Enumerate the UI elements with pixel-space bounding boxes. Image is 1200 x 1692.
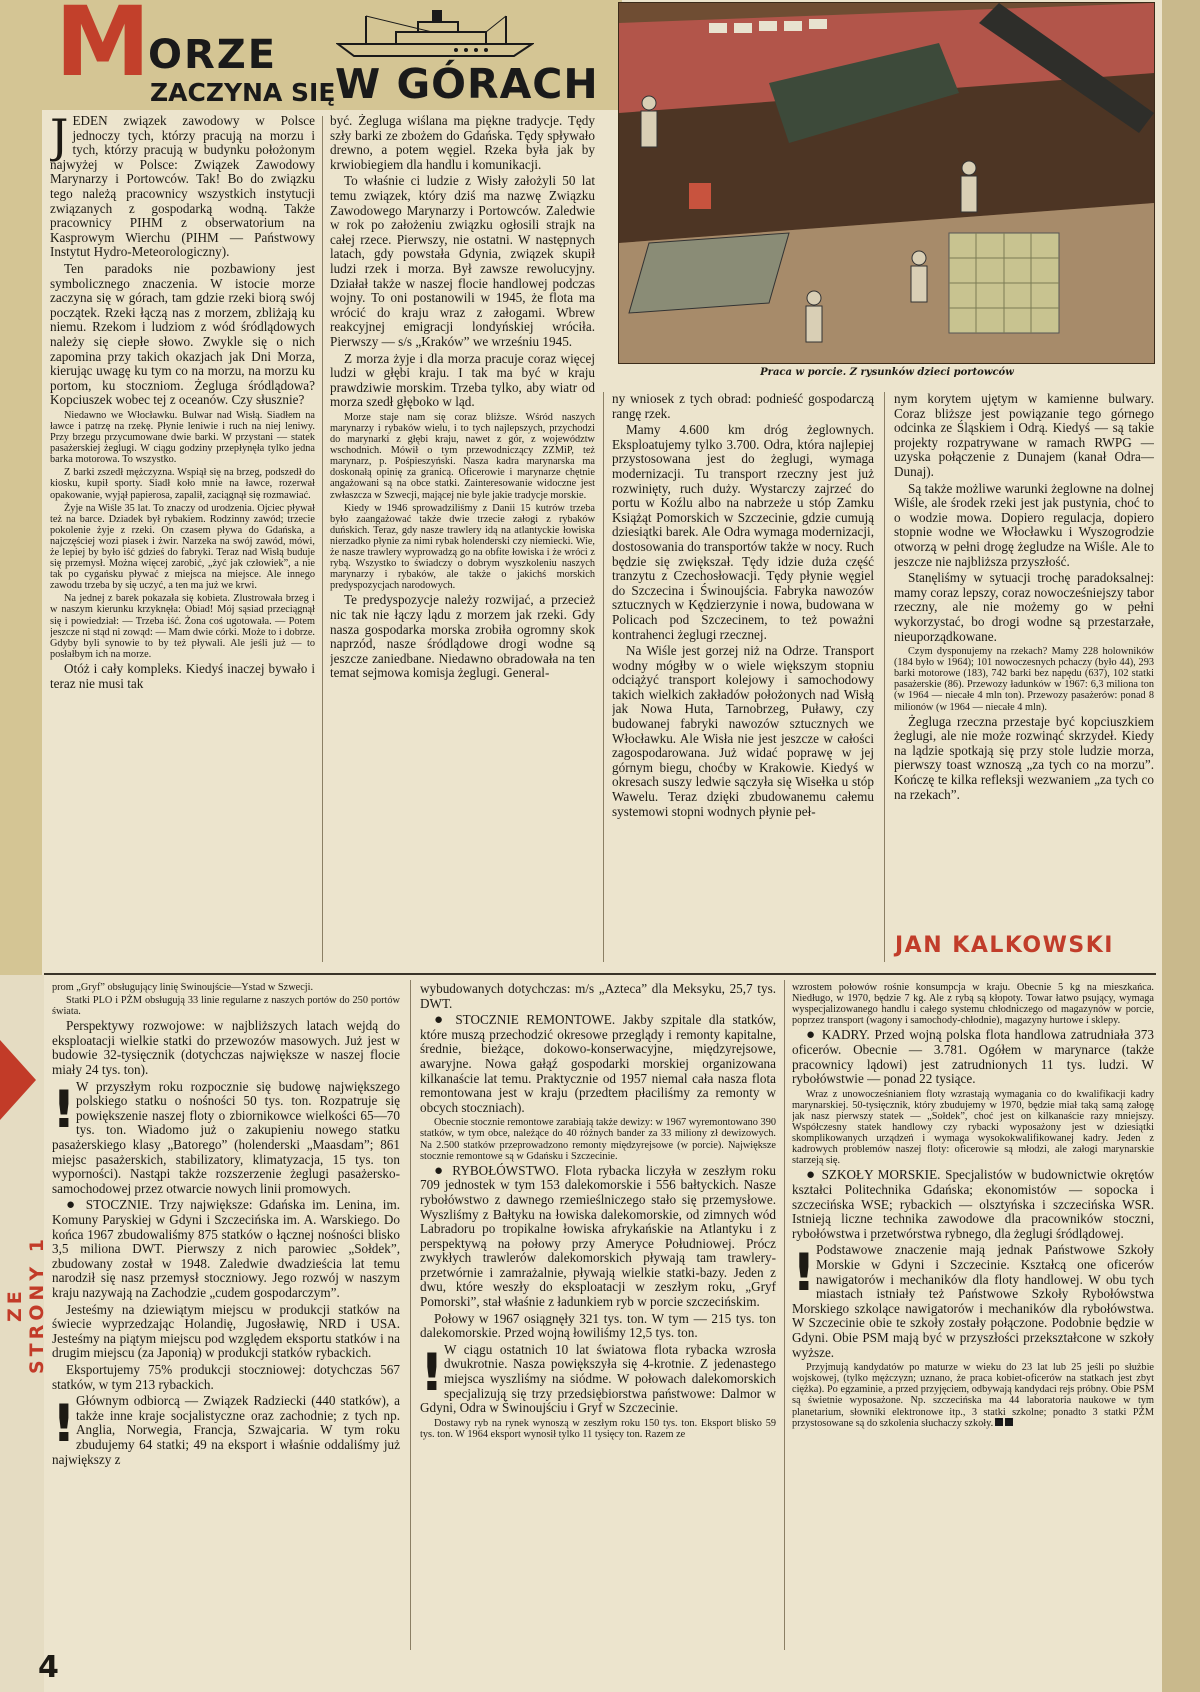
paragraph: ● KADRY. Przed wojną polska flota handlowa zatrudniała 373 oficerów. Obecnie — 3.781. Ogółem w marynarce (także pracownicy lądowi) jest zatrudnionych 11 tys. ludzi. W rybołówstwie — ponad 22 tysiące. — [792, 1027, 1154, 1087]
title-initial: M — [55, 0, 151, 98]
paragraph: Perspektywy rozwojowe: w najbliższych latach wejdą do eksploatacji wielkie statki do przewozów masowych. Już jest w budowie 32-tysięcznik (dotychczas największe w naszej flocie miały 24 tys. ton). — [52, 1018, 400, 1078]
exclamation-icon: ! — [792, 1243, 816, 1304]
paragraph: Są także możliwe warunki żeglowne na dolnej Wiśle, ale środek rzeki jest jak pustynia, choć to o wodzie mowa. Dopiero regulacja, dopiero stopnie wodne we Włocławku i Wyszogrodzie otworzą w pełni drogę żegludze na Wiśle. Ale to jeszcze nie najbliższa przyszłość. — [894, 480, 1154, 569]
exclamation-icon: ! — [52, 1079, 76, 1140]
column-divider — [410, 980, 411, 1650]
article-column-2 — [330, 114, 595, 962]
article-column-3 — [612, 392, 874, 962]
paragraph: Żyje na Wiśle 35 lat. To znaczy od urodzenia. Ojciec pływał też na barce. Dziadek był rybakiem. Rodzinny zawód; trzecie pokolenie żyje z rzeki. On czasem pływa do Gdańska, a najczęściej wozi piasek i żwir. Narzeka na swój zawód, mówi, że lepiej by było iść gdzieś do fabryki. Teraz nad Wisłą buduje się przemysł. Można więcej zarobić, „żyć jak człowiek”, a nie tak po cygańsku pływać z miejsca na miejsce. Ale innego zawodu trzeba by się uczyć, a ten ma już we krwi. — [50, 502, 315, 592]
lower-column-3 — [792, 982, 1154, 1650]
paragraph: ! W przyszłym roku rozpocznie się budowę największego polskiego statku o nośności 50 tys. ton. Rozpatruje się powiększenie naszej floty o zbiornikowce wielkości 65—70 tys. ton. Wiadomo już o zakupieniu nowego statku pasażerskiego klasy „Batorego” (holenderski „Maasdam”; 861 miejsc pasażerskich, stabilizatory, klimatyzacja, 15 tys. ton wyporności). Nastąpi także rozszerzenie żeglugi pasażersko-samochodowej przez otwarcie nowych linii promowych. — [52, 1078, 400, 1196]
title-subtitle-b: W GÓRACH — [335, 60, 599, 108]
paragraph: Morze staje nam się coraz bliższe. Wśród naszych marynarzy i rybaków wielu, i to tych najlepszych, przychodzi do marynarki z głębi kraju, nawet z gór, z województw wschodnich. Mówił o tym przewodniczący ZZMiP, też marynarz, p. Pośpieszyński. Nasza kadra marynarska ma doskonałą opinię za granicą. Oficerowie i marynarze chętnie angażowani są na obce statki. Zainteresowanie widoczne jest zwłaszcza w Szwecji, mającej nie byle jakie tradycje morskie. — [330, 411, 595, 501]
paragraph: Niedawno we Włocławku. Bulwar nad Wisłą. Siadłem na ławce i patrzę na rzekę. Płynie leniwie i ruch na niej leniwy. Przy brzegu przycumowane dwie barki. W przystani — statek pasażerskiej żeglugi. W ciągu godziny przepłynęła tylko jedna barka motorowa. To wszystko. — [50, 409, 315, 466]
paragraph: wybudowanych dotychczas: m/s „Azteca” dla Meksyku, 25,7 tys. DWT. — [420, 982, 776, 1011]
lower-column-2 — [420, 982, 776, 1650]
paragraph: Przyjmują kandydatów po maturze w wieku do 23 lat lub 25 jeśli po służbie wojskowej, (tylko mężczyzn; uznano, że praca kobiet-oficerów na statkach jest zbyt ciężka). Po egzaminie, a przed przyjęciem, odbywają kandydaci rejs próbny. Obie PSM są świetnie wyposażone. Np. szczecińska ma 44 laboratoria naukowe w tym planetarium, słowniki elektronowe itp., 3 statki szkolne; ponadto 3 statki PŻM przystosowane są do szkolenia słuchaczy szkoły. — [792, 1362, 1154, 1429]
paragraph: Stanęliśmy w sytuacji trochę paradoksalnej: mamy coraz lepszy, coraz nowocześniejszy tabor rzeczny, ale nie możemy go w pełni wykorzystać, bo drogi wodne są przestarzałe, nieuporządkowane. — [894, 570, 1154, 644]
article-column-4 — [894, 392, 1154, 932]
column-divider — [603, 392, 604, 962]
bullet-icon: ● — [806, 1167, 822, 1184]
paragraph: Kiedy w 1946 sprowadziliśmy z Danii 15 kutrów trzeba było zaangażować także dwie trzecie załogi z rybaków duńskich. Teraz, gdy nasze trawlery idą na atlantyckie łowiska nierzadko płynie za nimi rybak holenderski czy niemiecki. Wie, że nasze trawlery wyprowadzą go na obfite łowiska i że wróci z rybą. Wszystko to świadczy o dobrym wyszkoleniu naszych marynarzy i rybaków, ale także o jakichś morskich predyspozycjach narodowych. — [330, 502, 595, 592]
paragraph: Statki PLO i PŻM obsługują 33 linie regularne z naszych portów do 250 portów świata. — [52, 995, 400, 1018]
drop-cap: J — [50, 114, 69, 163]
paragraph: Dostawy ryb na rynek wynoszą w zeszłym roku 150 tys. ton. Eksport blisko 59 tys. ton. W 1964 eksport wynosił tylko 11 tysięcy ton. Razem ze — [420, 1417, 776, 1440]
paragraph: Mamy 4.600 km dróg żeglownych. Eksploatujemy tylko 3.700. Odra, która najlepiej przystosowana jest do żeglugi, wymaga modernizacji. Tu transport rzeczny jest już rozwinięty, ruch duży. Wystarczy zajrzeć do portu w Koźlu albo na nabrzeże u stóp Zamku Książąt Pomorskich w Szczecinie, gdzie cumują dziesiątki barek. Ale Odra wymaga modernizacji, dostosowania do transportów także w nocy. Ruch będzie się zwiększał. Tędy idzie duża część tranzytu z Czechosłowacji. Tędy płynie węgiel do Szczecina i Świnoujścia. Fabryka nawozów sztucznych w Kędzierzynie i nowa, budowana w Policach pod Szczecinem, to też poważni kontrahenci żeglugi rzecznej. — [612, 422, 874, 642]
paragraph: ny wniosek z tych obrad: podnieść gospodarczą rangę rzek. — [612, 392, 874, 421]
paragraph: ● STOCZNIE REMONTOWE. Jakby szpitale dla statków, które muszą przechodzić okresowe przeglądy i remonty kapitalne, średnie, bieżące, dokowo-konserwacyjne, międzyrejsowe, awaryjne. Nowa gałąź gospodarki morskiej organizowana kilkanaście lat temu. Praktycznie od 1957 niemal cała nasza flota remontowana jest w kraju (przedtem płaciliśmy za remonty w obcych stoczniach). — [420, 1012, 776, 1115]
paragraph: To właśnie ci ludzie z Wisły założyli 50 lat temu związek, który dziś ma nazwę Związku Zawodowego Marynarzy i Portowców. Zaledwie w rok po założeniu związku ogłosili strajk na całej rzece. Pierwszy, nie ostatni. W następnych latach, gdy powstała Gdynia, związek skupił ludzi rzek i morza. Był zawsze rewolucyjny. Działał także w naszej flocie handlowej podczas wojny. To oni postanowili w 1945, że flota ma wrócić do kraju wraz z załogami. Wbrew reakcyjnej emigracji londyńskiej wróciła. Pierwszy — s/s „Kraków” we wrześniu 1945. — [330, 173, 595, 349]
column-divider — [784, 980, 785, 1650]
exclamation-icon: ! — [52, 1394, 76, 1455]
end-mark-icon — [1005, 1418, 1013, 1426]
paragraph: Z morza żyje i dla morza pracuje coraz więcej ludzi w głębi kraju. I tak ma być w kraju prawdziwie morskim. Trzeba tylko, aby wiatr od morza szedł głęboko w ląd. — [330, 350, 595, 410]
illustration-caption: Praca w porcie. Z rysunków dzieci portowców — [760, 367, 1014, 378]
paragraph: ! W ciągu ostatnich 10 lat światowa flota rybacka wzrosła dwukrotnie. Nasza powiększyła się 4-krotnie. Z jedenastego miejsca wyszliśmy na siódme. W połowach dalekomorskich specjalizują się trzy przedsiębiorstwa państwowe: Dalmor w Gdyni, Odra w Świnoujściu i Gryf w Szczecinie. — [420, 1341, 776, 1416]
left-margin-band — [0, 0, 42, 975]
paragraph: Te predyspozycje należy rozwijać, a przecież nic tak nie łączy lądu z morzem jak rzeki. Gdy nasza gospodarka morska zrobiła ogromny skok naprzód, nasze śródlądowe drogi wodne są jeszcze zaniedbane. Niedawno obradowała na ten temat sejmowa komisja żeglugi. General- — [330, 592, 595, 681]
paragraph: Czym dysponujemy na rzekach? Mamy 228 holowników (184 było w 1964); 101 nowoczesnych pchaczy (było 44), 293 barki motorowe (183), 742 barki bez napędu (637), 102 statki pasażerskie (86). Przewozy ładunków w 1967: 6,3 miliona ton (w 1964 — niecałe 4 mln ton). Przewozy pasażerów: ponad 8 milionów (w 1964 — niecałe 4 mln). — [894, 646, 1154, 713]
page-number: 4 — [38, 1650, 59, 1685]
column-divider — [322, 116, 323, 962]
paragraph: Eksportujemy 75% produkcji stoczniowej: dotychczas 567 statków, w tym 213 rybackich. — [52, 1361, 400, 1392]
paragraph: JEDEN związek zawodowy w Polsce jednoczy tych, którzy pracują na morzu i tych, którzy pracują w budynku położonym najwyżej w Polsce: Związek Zawodowy Marynarzy i Portowców. Tak! Bo do związku tego należą pracownicy wszystkich instytucji związanych z gospodarką wodną. Także pracownicy PIHM z obserwatorium na Kasprowym Wierchu (PIHM — Państwowy Instytut Hydro-Meteorologiczny). — [50, 114, 315, 260]
paragraph: ● SZKOŁY MORSKIE. Specjalistów w budownictwie okrętów kształci Politechnika Gdańska; ekonomistów — sopocka i szczecińska WSE; rybackich — olsztyńska i szczecińska WSR. Istnieją liczne technika zawodowe dla pracowników stoczni, rybołówstwa i przetwórstwa rybnego, dla żeglugi śródlądowej. — [792, 1167, 1154, 1241]
article-column-1 — [50, 114, 315, 962]
paragraph: być. Żegluga wiślana ma piękne tradycje. Tędy szły barki ze zbożem do Gdańska. Tędy spływało drewno, a potem węgiel. Rzeka była jak by krwiobiegiem dla handlu i komunikacji. — [330, 114, 595, 172]
paragraph: Połowy w 1967 osiągnęły 321 tys. ton. W tym — 215 tys. ton dalekomorskie. Przed wojną łowiliśmy 12,5 tys. ton. — [420, 1310, 776, 1341]
paragraph: Żegluga rzeczna przestaje być kopciuszkiem żeglugi, ale nie może rozwinąć skrzydeł. Kiedy na lądzie spotkają się przy stole ludzie morza, pierwszy toast wznoszą „za tych co na morzu”. Kończę te kilka refleksji wezwaniem „za tych co na rzekach”. — [894, 713, 1154, 802]
ship-icon — [336, 4, 534, 62]
title-subtitle-a: ZACZYNA SIĘ — [150, 78, 336, 107]
title-word: ORZE — [148, 32, 278, 78]
paragraph: prom „Gryf” obsługujący linię Świnoujście—Ystad w Szwecji. — [52, 982, 314, 993]
paragraph: ● STOCZNIE. Trzy największe: Gdańska im. Lenina, im. Komuny Paryskiej w Gdyni i Szczecińska im. A. Warskiego. Do końca 1967 zbudowaliśmy 875 statków o łącznej nośności blisko 3,5 miliona DWT. Pierwszy z nich parowiec „Sołdek”, zbudowany został w 1948. Zaledwie dwadzieścia lat temu narodził się nasz przemysł stoczniowy. Jego rozwój w naszym kraju nazywają na Zachodzie „cudem gospodarczym”. — [52, 1197, 400, 1300]
bullet-icon: ● — [434, 1162, 453, 1179]
exclamation-icon: ! — [420, 1342, 444, 1403]
continued-from-label: ZE STRONY 1 — [4, 1235, 48, 1375]
bullet-icon: ● — [434, 1012, 456, 1029]
section-divider — [44, 973, 1156, 975]
end-mark-icon — [995, 1418, 1003, 1426]
paragraph: ! Podstawowe znaczenie mają jednak Państwowe Szkoły Morskie w Gdyni i Szczecinie. Kształcą one oficerów nawigatorów i mechaników dla floty handlowej. W obu tych miastach istniały też Państwowe Szkoły Rybołówstwa Morskiego szkolące nawigatorów i mechaników dla rybołówstwa. W Szczecinie obie te szkoły zostały połączone. Podobnie będzie w Gdyni. Obie PSM mają być w przyszłości przekształcone w szkoły wyższe. — [792, 1242, 1154, 1360]
paragraph: Otóż i cały kompleks. Kiedyś inaczej bywało i teraz nie musi tak — [50, 660, 315, 691]
bullet-icon: ● — [806, 1027, 822, 1044]
paragraph: Wraz z unowocześnianiem floty wzrastają wymagania co do kwalifikacji kadry marynarskiej. 50-tysięcznik, który zbudujemy w 1970, będzie miał taką samą załogę jak nasz pierwszy statek — „Sołdek”, choć jest on kilkanaście razy mniejszy. Współczesny statek handlowy czy rybacki wyposażony jest w dziesiątki skomplikowanych urządzeń i wymaga wysokokwalifikowanej kadry. Jeden z kadrowych problemów naszej floty: oficerowie są młodzi, ale załogi marynarskie starzeją się. — [792, 1088, 1154, 1167]
lower-column-1 — [52, 982, 400, 1650]
column-divider — [884, 392, 885, 962]
paragraph: Na Wiśle jest gorzej niż na Odrze. Transport wodny mógłby w o wiele większym stopniu odciążyć transport kolejowy i samochodowy takich wielkich zakładów położonych nad Wisłą jak Nowa Huta, Tarnobrzeg, Puławy, czy budowanej fabryki nawozów sztucznych we Włocławku. Ale Wisła nie jest jeszcze w całości zagospodarowana. Już widać poprawę w jej górnym biegu, choćby w Krakowie. Kiedyś w okresach suszy ledwie sączyła się Wisełka u stóp Wawelu. Teraz dzięki zbudowanemu całemu systemowi stopni wodnych płynie peł- — [612, 643, 874, 819]
bullet-icon: ● — [66, 1197, 86, 1214]
paragraph: Ten paradoks nie pozbawiony jest symbolicznego znaczenia. W istocie morze zaczyna się w górach, tam gdzie rzeki biorą swój początek. Rzeki łączą nas z morzem, zbliżają ku niemu. Rzekom i ludziom z wód śródlądowych należy się ciepłe słowo. Zwykle się o nich zapomina przy takich okazjach jak Dni Morza, kierując uwagę ku tym co na morzu, na morzu ku portom, ku stoczniom. Żegluga śródlądowa? Kopciuszek wobec tej z oceanów. Czy słusznie? — [50, 260, 315, 408]
paragraph: Obecnie stocznie remontowe zarabiają także dewizy: w 1967 wyremontowano 390 statków, w tym obce, należące do 40 różnych bander za 33 miliony zł dewizowych. Na 2.500 statków przeprowadzono remonty międzyrejsowe (w porcie). Największe stocznie remontowe są w Gdańsku i Szczecinie. — [420, 1117, 776, 1162]
triangle-arrow-icon — [0, 1040, 36, 1120]
paragraph: nym korytem ujętym w kamienne bulwary. Coraz bliższe jest powiązanie tego górnego odcinka ze Śląskiem i Odrą. Kiedyś — są takie projekty rozpatrywane w ramach RWPG — uzyska połączenie z Dunajem (kanał Odra—Dunaj). — [894, 392, 1154, 479]
author-name: JAN KALKOWSKI — [895, 933, 1114, 958]
paragraph: Jesteśmy na dziewiątym miejscu w produkcji statków na świecie wyprzedzając Holandię, Jugosławię, NRD i USA. Jesteśmy na piątym miejscu pod względem eksportu statków i na drugim miejscu (za Japonią) w produkcji statków rybackich. — [52, 1301, 400, 1361]
right-margin-band — [1162, 0, 1200, 1692]
port-illustration — [618, 2, 1155, 364]
paragraph: wzrostem połowów rośnie konsumpcja w kraju. Obecnie 5 kg na mieszkańca. Niedługo, w 1970, będzie 7 kg. Ale z rybą są kłopoty. Towar łatwo psujący, wymaga wyspecjalizowanego handlu i całego systemu chłodniczego od magazynów w porcie, poprzez transport (wagony i samochody-chłodnie), magazyny hurtowe i sklepy. — [792, 982, 1154, 1027]
paragraph: Na jednej z barek pokazała się kobieta. Zlustrowała brzeg i w naszym kierunku krzyknęła: Obiad! Mój sąsiad przeciągnął się i powiedział: — Trzeba iść. Żona coś ugotowała. — Potem jeszcze ni stąd ni zowąd: — Mam dwie córki. Może to i dobrze. Gdyby byli synowie to by też pływali. Ale jeśli już — to posłałbym ich na morze. — [50, 593, 315, 660]
paragraph: ! Głównym odbiorcą — Związek Radziecki (440 statków), a także inne kraje socjalistyczne oraz zachodnie; z tych np. Anglia, Norwegia, Francja, Szwajcaria. W tym roku zbudujemy 64 statki; 49 na eksport i właśnie oddaliśmy już największy z — [52, 1393, 400, 1467]
paragraph: ● RYBOŁÓWSTWO. Flota rybacka liczyła w zeszłym roku 709 jednostek w tym 153 dalekomorskie i 556 bałtyckich. Nasze rybołówstwo z dawnego rzemieślniczego stało się przemysłowe. Wyszliśmy z Bałtyku na łowiska dalekomorskie, od zimnych wód Labradoru po tropikalne łowiska afrykańskie na Atlantyku i z perspektywą na połowy przy Ameryce Południowej. Prócz zwykłych trawlerów dalekomorskich pływają tam trawlery-przetwórnie i zamrażalnie, pływają wielkie statki-bazy. Jeden z dwu, które weszły do eksploatacji w zeszłym roku, „Gryf Pomorski”, stał właśnie z ładunkiem ryb w porcie szczecińskim. — [420, 1162, 776, 1310]
paragraph: Z barki zszedł mężczyzna. Wspiął się na brzeg, podszedł do kiosku, kupił sporty. Siadł koło mnie na ławce, rozerwał opakowanie, wyjął papierosa, zapalił, zaciągnął się rozmawiać. — [50, 467, 315, 501]
